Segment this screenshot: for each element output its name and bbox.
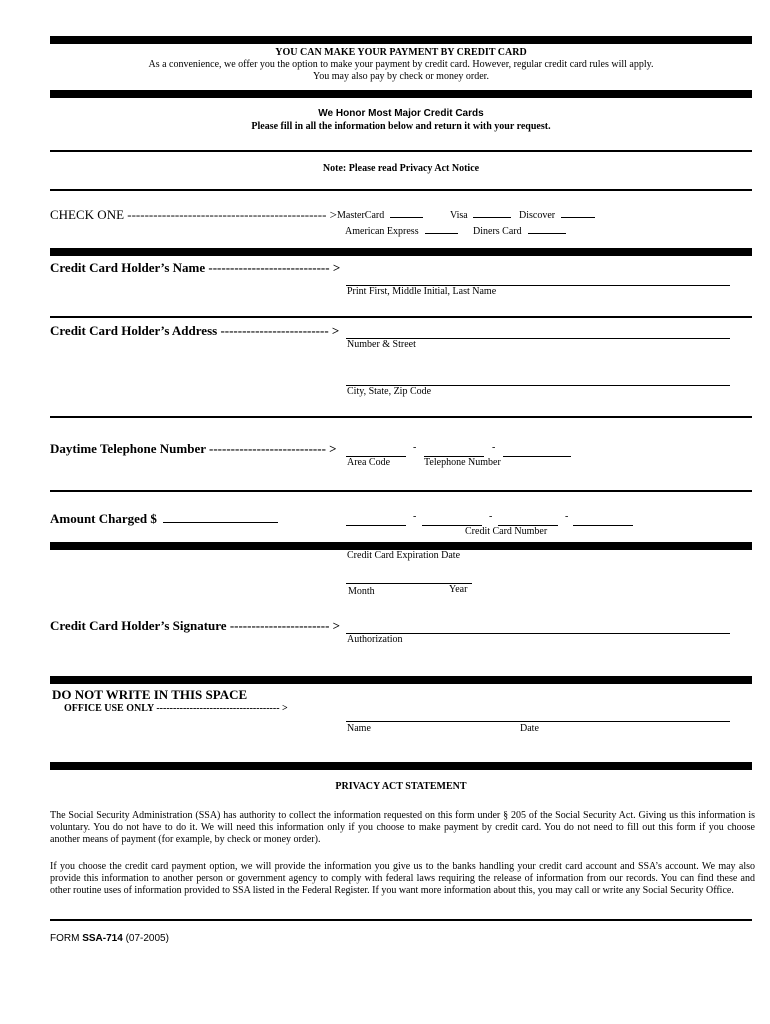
form-number: [50, 933, 169, 944]
discover-option[interactable]: [519, 208, 595, 221]
amex-blank[interactable]: [425, 224, 458, 234]
card-dash-3: -: [565, 511, 569, 522]
honor-title: We Honor Most Major Credit Cards: [318, 108, 484, 119]
signature-field[interactable]: [346, 633, 730, 634]
privacy-note: Note: Please read Privacy Act Notice: [322, 163, 480, 174]
rule-11: [50, 762, 752, 770]
rule-7: [50, 416, 752, 418]
mastercard-blank[interactable]: [390, 208, 423, 218]
form-id: SSA-714: [82, 933, 123, 944]
card-number-field-4[interactable]: [573, 525, 633, 526]
card-dash-2: -: [489, 511, 493, 522]
rule-5: [50, 248, 752, 256]
office-date-caption: Date: [520, 723, 539, 734]
office-title: DO NOT WRITE IN THIS SPACE: [52, 687, 248, 702]
card-number-field-1[interactable]: [346, 525, 406, 526]
header-line3: You may also pay by check or money order.: [313, 71, 489, 82]
name-label: Credit Card Holder’s Name ---------------------------- >: [50, 260, 341, 275]
rule-10: [50, 676, 752, 684]
amex-label: American Express: [345, 226, 419, 237]
diners-label: Diners Card: [473, 226, 522, 237]
signature-label: Credit Card Holder’s Signature ----------------------- >: [50, 618, 341, 633]
address-label: Credit Card Holder’s Address ------------------------- >: [50, 323, 340, 338]
amex-option[interactable]: [345, 224, 458, 237]
rule-2: [50, 90, 752, 98]
authorization-caption: Authorization: [347, 634, 403, 645]
honor-subtitle: Please fill in all the information below and return it with your request.: [251, 121, 551, 132]
amount-label-text: Amount Charged $: [50, 511, 157, 526]
card-number-caption: Credit Card Number: [465, 526, 548, 537]
name-caption: Print First, Middle Initial, Last Name: [347, 286, 497, 297]
discover-label: Discover: [519, 210, 556, 221]
area-code-caption: Area Code: [347, 457, 391, 468]
rule-8: [50, 490, 752, 492]
privacy-paragraph-2: If you choose the credit card payment option, we will provide the information you give us to the banks handling your credit card account and SSA’s account. We may also provide this information to another person or government agency to comply with federal laws requiring the release of information from our records. You can find these and other routine uses of information provided to SSA listed in the Federal Register. If you want more information about this, you may call or write any Social Security Office.: [50, 861, 755, 896]
top-rule: [50, 36, 752, 44]
year-caption: Year: [449, 584, 468, 595]
check-one-label: CHECK ONE ---------------------------------------------- >: [50, 207, 337, 222]
expiration-title: Credit Card Expiration Date: [347, 550, 461, 561]
rule-3: [50, 150, 752, 152]
office-use-field[interactable]: [346, 721, 730, 722]
header-title: YOU CAN MAKE YOUR PAYMENT BY CREDIT CARD: [275, 47, 527, 58]
form-prefix: FORM: [50, 933, 83, 944]
diners-blank[interactable]: [528, 224, 566, 234]
rule-6: [50, 316, 752, 318]
rule-4: [50, 189, 752, 191]
street-caption: Number & Street: [347, 339, 416, 350]
city-caption: City, State, Zip Code: [347, 386, 432, 397]
rule-12: [50, 919, 752, 921]
privacy-title: PRIVACY ACT STATEMENT: [335, 781, 467, 792]
amount-field[interactable]: [163, 511, 278, 523]
visa-option[interactable]: [450, 208, 511, 221]
diners-option[interactable]: [473, 224, 566, 237]
phone-dash-2: -: [492, 442, 496, 453]
office-subtitle: OFFICE USE ONLY ------------------------------------- >: [64, 703, 288, 714]
mastercard-label: MasterCard: [337, 210, 385, 221]
telephone-caption: Telephone Number: [424, 457, 501, 468]
mastercard-option[interactable]: [337, 208, 423, 221]
month-caption: Month: [348, 586, 375, 597]
visa-label: Visa: [450, 210, 468, 221]
phone-line-field[interactable]: [503, 456, 571, 457]
privacy-paragraph-1: The Social Security Administration (SSA) has authority to collect the information requested on this form under § 205 of the Social Security Act. Giving us this information is voluntary. You do not have to do it. We will need this information only if you choose to make payment by credit card. You do not need to fill out this form if you choose another means of payment (for example, by check or money order).: [50, 810, 755, 845]
phone-label: Daytime Telephone Number --------------------------- >: [50, 441, 337, 456]
discover-blank[interactable]: [561, 208, 595, 218]
phone-dash-1: -: [413, 442, 417, 453]
visa-blank[interactable]: [473, 208, 511, 218]
rule-9: [50, 542, 752, 550]
office-name-caption: Name: [347, 723, 371, 734]
amount-label: [50, 511, 278, 527]
card-dash-1: -: [413, 511, 417, 522]
header-line2: As a convenience, we offer you the option to make your payment by credit card. However, regular credit card rules will apply.: [148, 59, 654, 70]
form-date: (07-2005): [122, 933, 169, 944]
